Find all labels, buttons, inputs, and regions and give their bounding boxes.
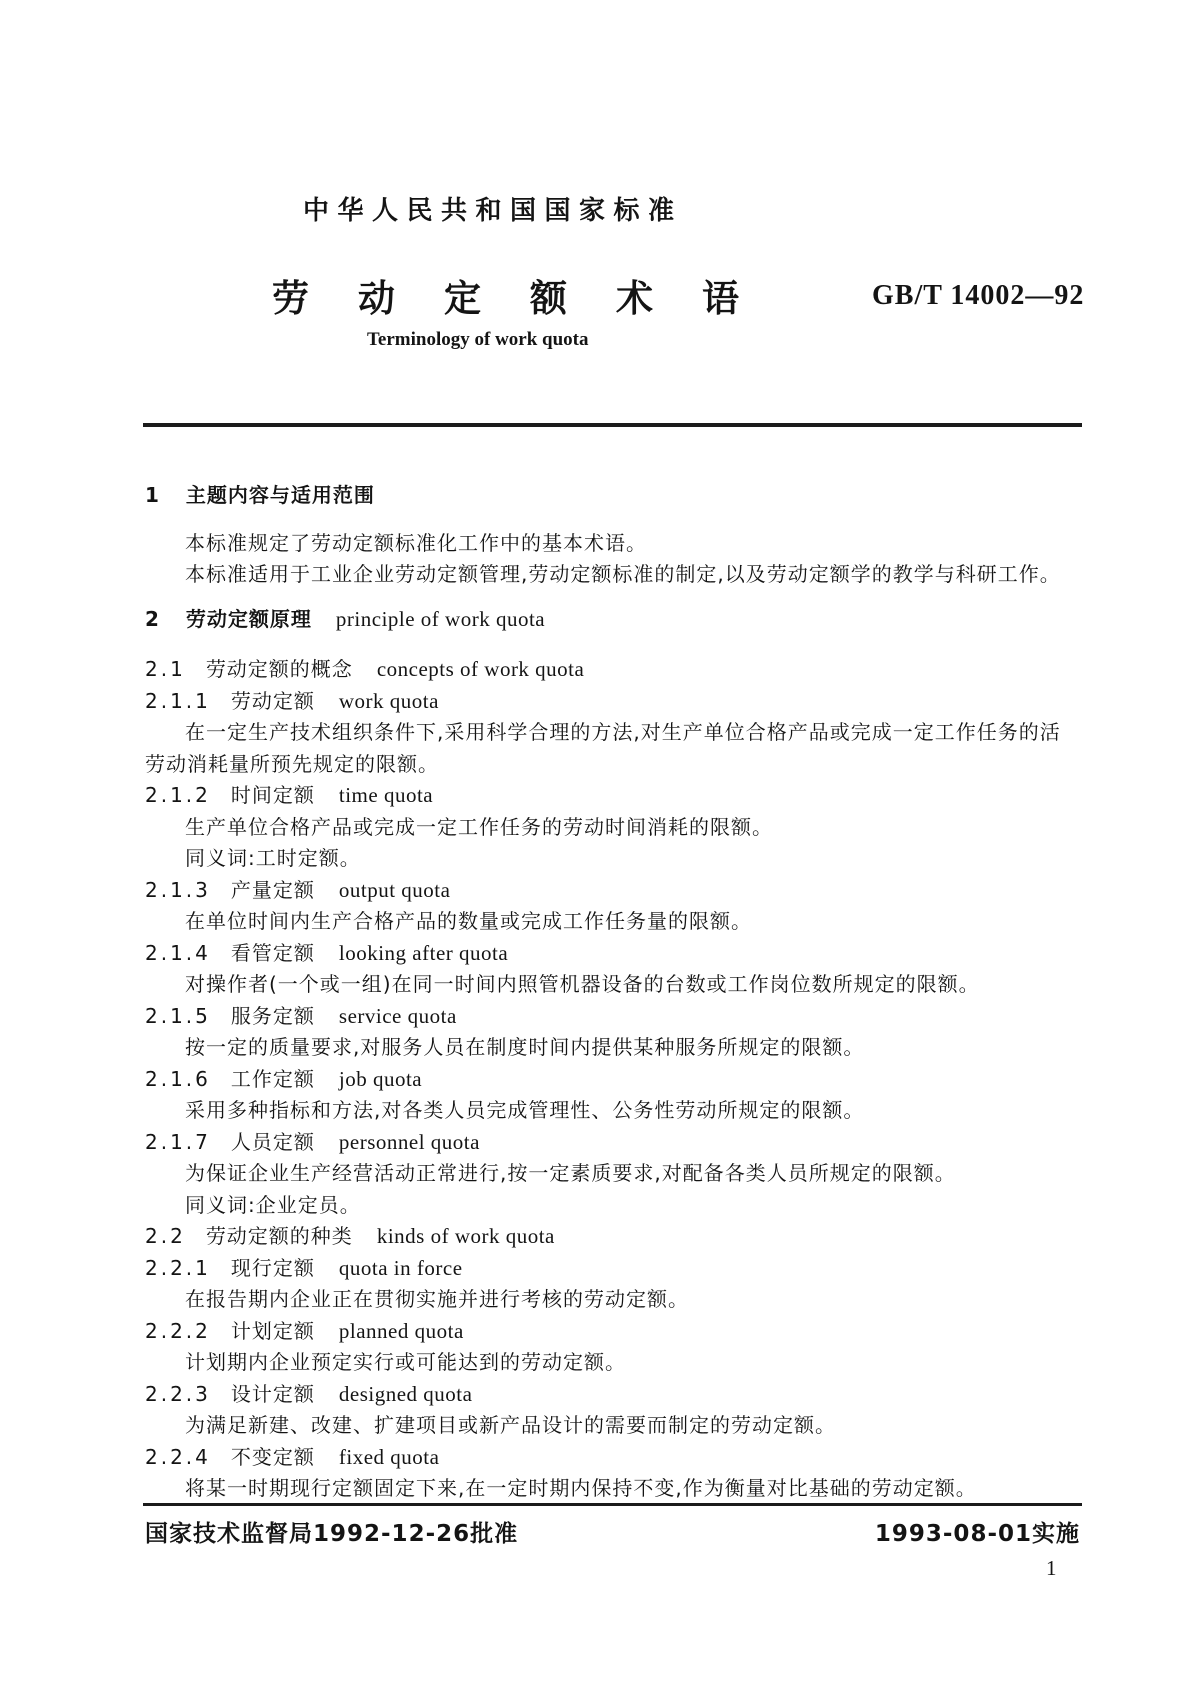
clause-title-zh: 时间定额 bbox=[230, 783, 315, 807]
paragraph-text: 为保证企业生产经营活动正常进行,按一定素质要求,对配备各类人员所规定的限额。 bbox=[185, 1161, 956, 1185]
body-line bbox=[145, 686, 1130, 718]
body-line bbox=[145, 1284, 1130, 1316]
clause-number: 1 bbox=[145, 483, 162, 507]
clause-title-en: principle of work quota bbox=[335, 606, 546, 631]
body-line bbox=[145, 559, 1130, 591]
body-line bbox=[145, 906, 1130, 938]
paragraph-text: 采用多种指标和方法,对各类人员完成管理性、公务性劳动所规定的限额。 bbox=[185, 1098, 865, 1122]
body-line bbox=[145, 1221, 1130, 1253]
body-line bbox=[145, 1095, 1130, 1127]
clause-number: 2.1.3 bbox=[145, 877, 211, 902]
document-body bbox=[145, 480, 1130, 1505]
document-title-en: Terminology of work quota bbox=[367, 329, 589, 350]
paragraph-text: 在报告期内企业正在贯彻实施并进行考核的劳动定额。 bbox=[185, 1287, 689, 1311]
body-line bbox=[145, 969, 1130, 1001]
clause-number: 2.2.2 bbox=[145, 1318, 211, 1343]
body-line bbox=[145, 812, 1130, 844]
body-line bbox=[145, 1158, 1130, 1190]
body-line bbox=[145, 1442, 1130, 1474]
body-line bbox=[145, 654, 1130, 686]
body-line bbox=[145, 1253, 1130, 1285]
clause-title-zh: 劳动定额的概念 bbox=[205, 657, 353, 681]
document-title-cn: 劳动定额术语 bbox=[272, 277, 788, 320]
paragraph-text: 本标准适用于工业企业劳动定额管理,劳动定额标准的制定,以及劳动定额学的教学与科研工作。 bbox=[185, 562, 1061, 586]
clause-number: 2.1.5 bbox=[145, 1003, 211, 1028]
clause-title-en: concepts of work quota bbox=[376, 657, 585, 681]
approval-text: 国家技术监督局1992-12-26批准 bbox=[145, 1521, 519, 1547]
clause-title-zh: 人员定额 bbox=[230, 1129, 315, 1154]
paragraph-text: 在单位时间内生产合格产品的数量或完成工作任务量的限额。 bbox=[185, 909, 752, 933]
clause-title-zh: 现行定额 bbox=[230, 1255, 315, 1280]
clause-title-en: looking after quota bbox=[338, 940, 509, 965]
body-line bbox=[145, 875, 1130, 907]
body-line bbox=[145, 528, 1130, 560]
clause-title-zh: 服务定额 bbox=[230, 1003, 315, 1028]
clause-title-zh: 劳动定额原理 bbox=[185, 606, 312, 631]
paragraph-text: 在一定生产技术组织条件下,采用科学合理的方法,对生产单位合格产品或完成一定工作任务的活 bbox=[185, 720, 1061, 744]
clause-number: 2.1 bbox=[145, 657, 186, 681]
paragraph-text: 同义词:企业定员。 bbox=[185, 1192, 361, 1217]
clause-title-zh: 工作定额 bbox=[230, 1066, 315, 1091]
clause-title-en: quota in force bbox=[338, 1255, 463, 1280]
body-line bbox=[145, 1032, 1130, 1064]
clause-title-en: designed quota bbox=[338, 1381, 473, 1406]
clause-title-zh: 不变定额 bbox=[230, 1444, 315, 1469]
clause-number: 2.2.4 bbox=[145, 1444, 211, 1469]
body-line bbox=[145, 1316, 1130, 1348]
body-line bbox=[145, 1001, 1130, 1033]
clause-number: 2.1.2 bbox=[145, 783, 211, 807]
body-line bbox=[145, 1410, 1130, 1442]
body-line bbox=[145, 1473, 1130, 1505]
body-line bbox=[145, 843, 1130, 875]
paragraph-text: 同义词:工时定额。 bbox=[185, 846, 361, 870]
body-line bbox=[145, 1127, 1130, 1159]
body-line bbox=[145, 1347, 1130, 1379]
clause-title-en: planned quota bbox=[338, 1318, 464, 1343]
paragraph-text: 本标准规定了劳动定额标准化工作中的基本术语。 bbox=[185, 530, 647, 555]
clause-title-en: time quota bbox=[338, 783, 434, 807]
clause-number: 2.2.3 bbox=[145, 1381, 211, 1406]
body-line bbox=[145, 480, 1130, 512]
body-line bbox=[145, 717, 1130, 749]
clause-title-zh: 主题内容与适用范围 bbox=[185, 483, 375, 507]
clause-title-en: service quota bbox=[338, 1003, 457, 1028]
page-number: 1 bbox=[1046, 1556, 1057, 1580]
clause-title-en: personnel quota bbox=[338, 1129, 480, 1154]
clause-title-en: work quota bbox=[338, 688, 439, 713]
paragraph-text: 计划期内企业预定实行或可能达到的劳动定额。 bbox=[185, 1350, 626, 1374]
clause-title-zh: 产量定额 bbox=[230, 877, 315, 902]
clause-title-en: output quota bbox=[338, 877, 451, 902]
implementation-text: 1993-08-01实施 bbox=[874, 1521, 1080, 1547]
clause-number: 2 bbox=[145, 606, 162, 631]
clause-title-zh: 设计定额 bbox=[230, 1381, 315, 1406]
clause-number: 2.1.4 bbox=[145, 940, 211, 965]
clause-number: 2.1.6 bbox=[145, 1066, 211, 1091]
body-line bbox=[145, 1064, 1130, 1096]
body-line bbox=[145, 780, 1130, 812]
footer-rule bbox=[143, 1503, 1082, 1506]
header-rule bbox=[143, 423, 1082, 427]
paragraph-text: 将某一时期现行定额固定下来,在一定时期内保持不变,作为衡量对比基础的劳动定额。 bbox=[185, 1476, 977, 1500]
paragraph-text: 劳动消耗量所预先规定的限额。 bbox=[145, 751, 439, 776]
clause-title-en: fixed quota bbox=[338, 1444, 440, 1469]
clause-title-zh: 劳动定额 bbox=[230, 688, 315, 713]
standard-number: GB/T 14002—92 bbox=[872, 280, 1085, 311]
clause-number: 2.2 bbox=[145, 1224, 186, 1248]
paragraph-text: 为满足新建、改建、扩建项目或新产品设计的需要而制定的劳动定额。 bbox=[185, 1413, 836, 1437]
body-line bbox=[145, 749, 1130, 781]
paragraph-text: 生产单位合格产品或完成一定工作任务的劳动时间消耗的限额。 bbox=[185, 814, 773, 839]
body-line bbox=[145, 604, 1130, 636]
clause-number: 2.1.1 bbox=[145, 688, 211, 713]
paragraph-text: 对操作者(一个或一组)在同一时间内照管机器设备的台数或工作岗位数所规定的限额。 bbox=[185, 972, 980, 996]
header-national-standard: 中华人民共和国国家标准 bbox=[303, 196, 683, 226]
clause-number: 2.2.1 bbox=[145, 1255, 211, 1280]
body-line bbox=[145, 1190, 1130, 1222]
clause-title-zh: 计划定额 bbox=[230, 1318, 315, 1343]
clause-title-en: job quota bbox=[338, 1066, 423, 1091]
clause-title-en: kinds of work quota bbox=[376, 1224, 555, 1248]
clause-title-zh: 劳动定额的种类 bbox=[205, 1224, 353, 1248]
body-line bbox=[145, 938, 1130, 970]
clause-number: 2.1.7 bbox=[145, 1129, 211, 1154]
clause-title-zh: 看管定额 bbox=[230, 940, 315, 965]
body-line bbox=[145, 1379, 1130, 1411]
paragraph-text: 按一定的质量要求,对服务人员在制度时间内提供某种服务所规定的限额。 bbox=[185, 1035, 865, 1059]
